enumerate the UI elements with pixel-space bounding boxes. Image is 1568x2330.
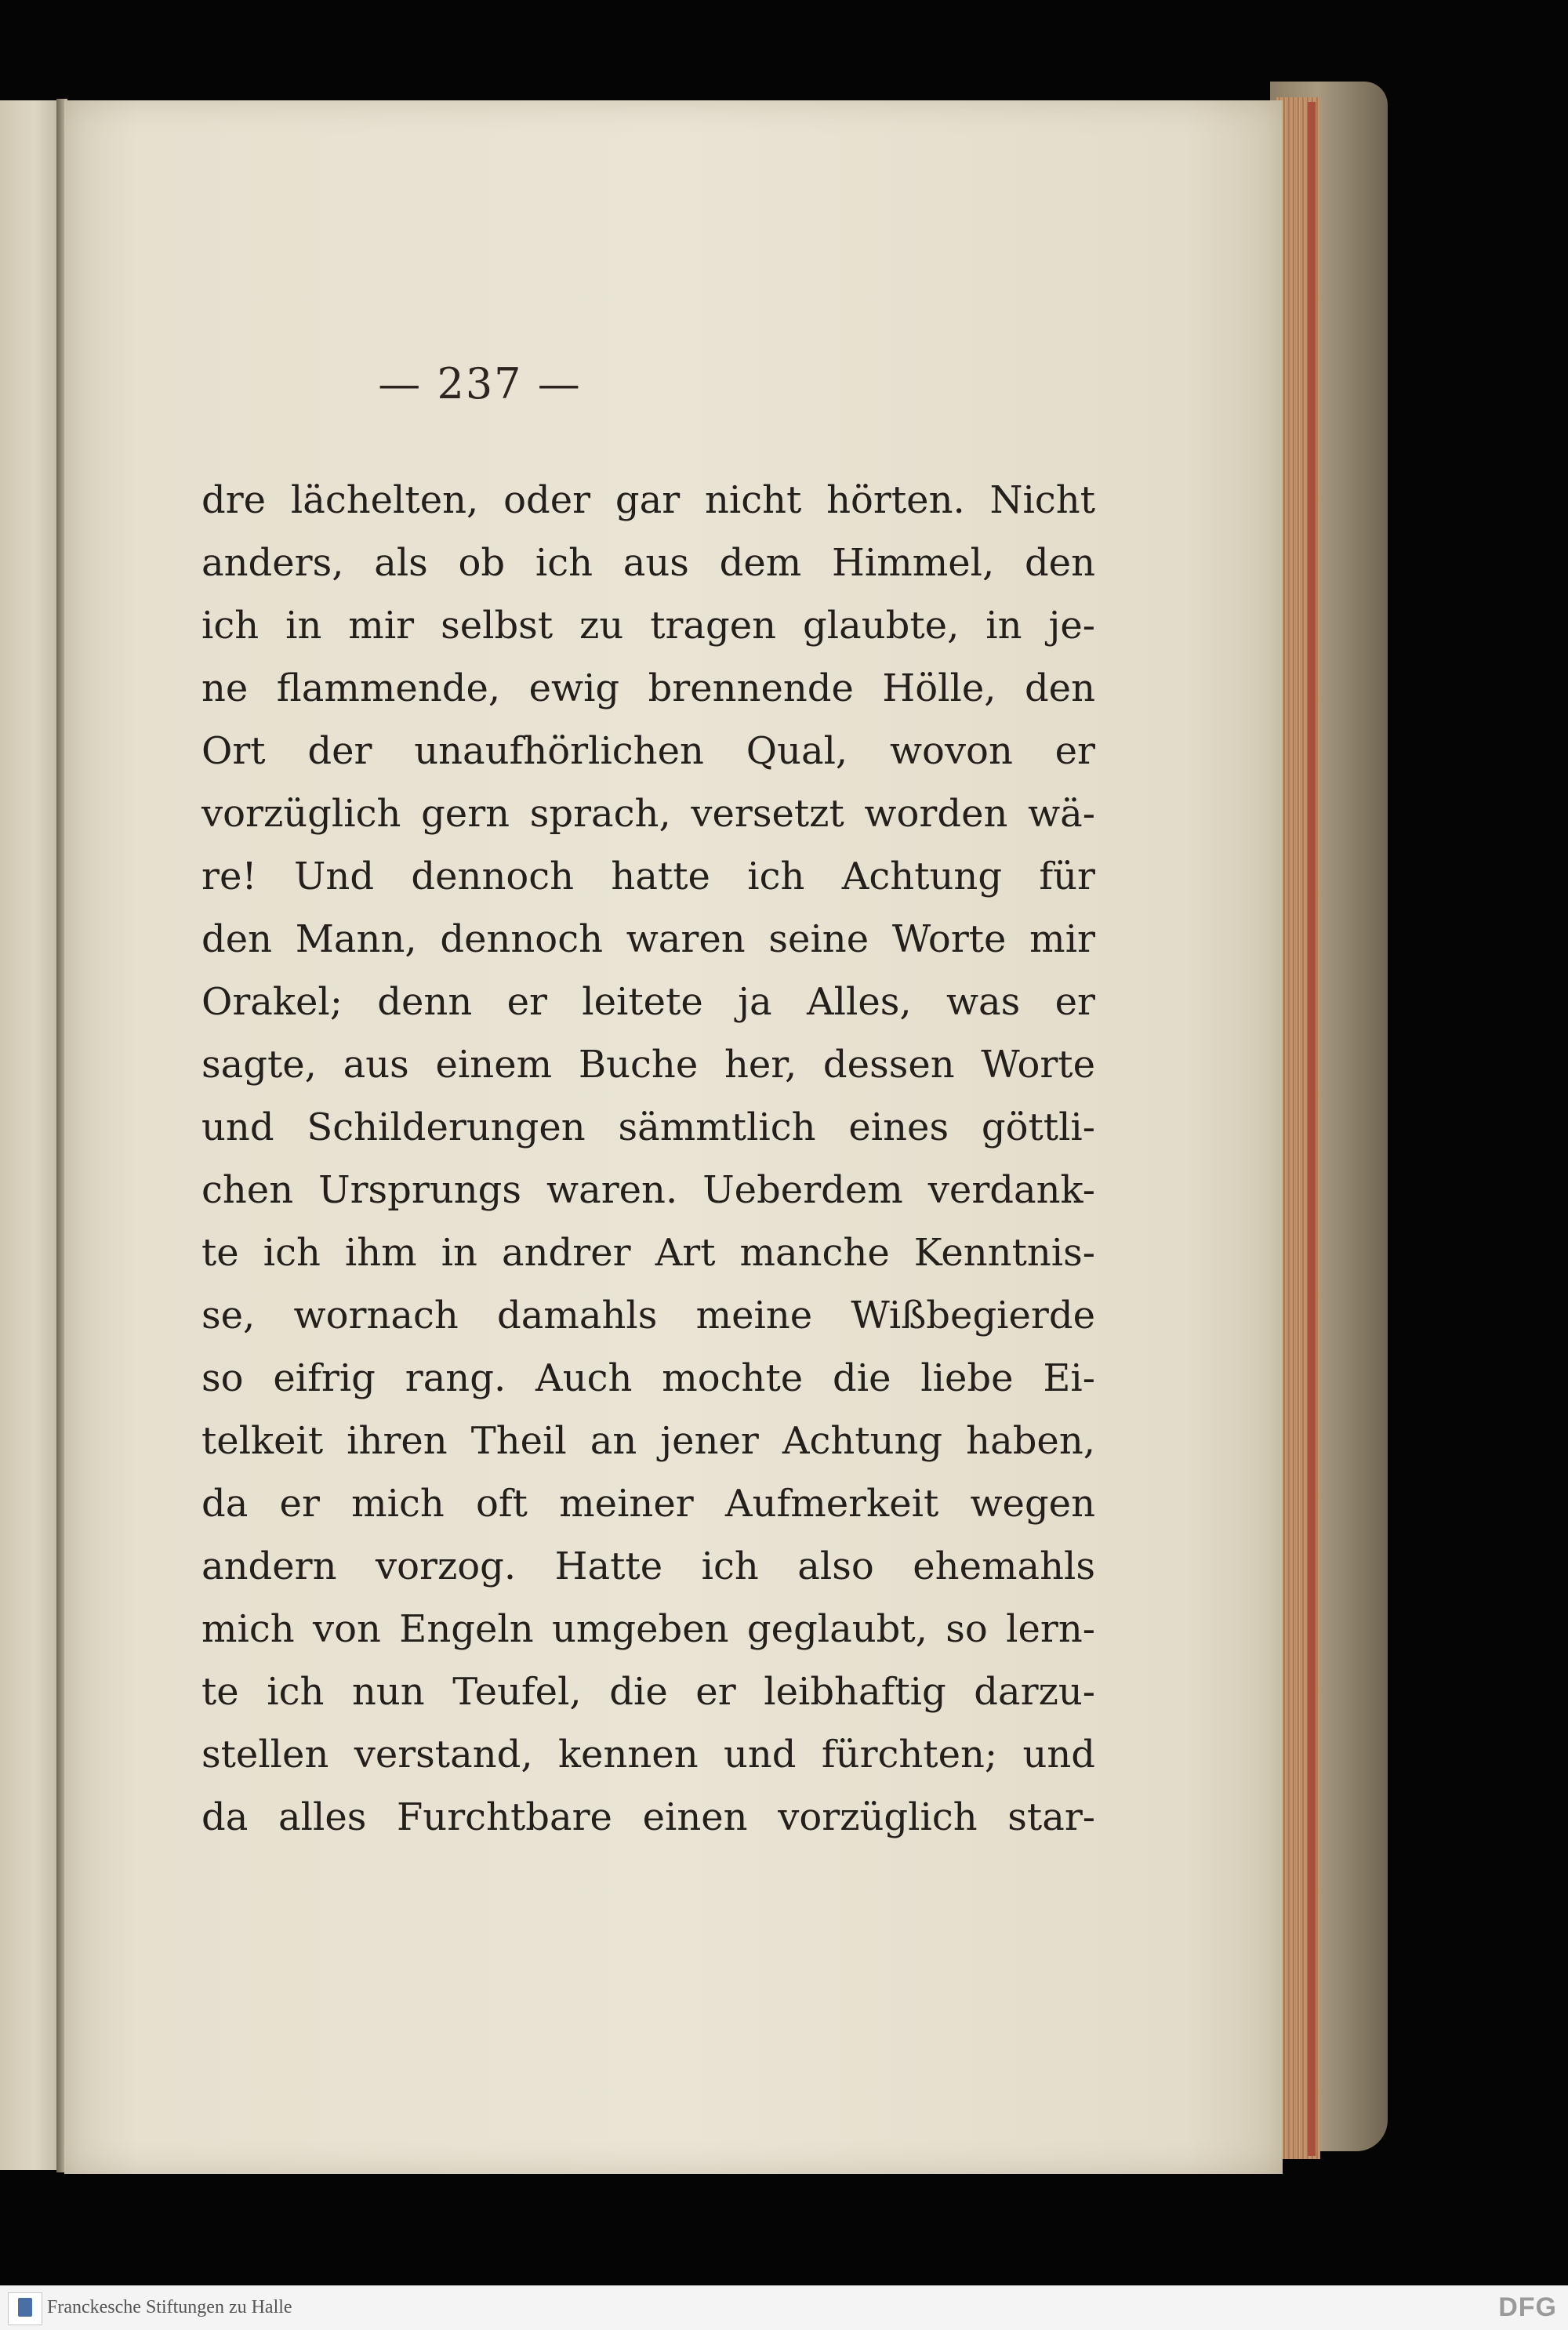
text-line: anders, als ob ich aus dem Himmel, den	[201, 541, 1095, 585]
text-line: andern vorzog. Hatte ich also ehemahls	[201, 1544, 1095, 1588]
text-line: da alles Furchtbare einen vorzüglich star-	[201, 1795, 1095, 1839]
text-line: re! Und dennoch hatte ich Achtung für	[201, 855, 1095, 898]
text-line: chen Ursprungs waren. Ueberdem verdank-	[201, 1168, 1095, 1212]
text-line: ich in mir selbst zu tragen glaubte, in je-	[201, 604, 1095, 648]
text-line: sagte, aus einem Buche her, dessen Worte	[201, 1043, 1095, 1087]
page-text	[201, 469, 1095, 1849]
footer-bar	[0, 2285, 1568, 2330]
footer-credit: Franckesche Stiftungen zu Halle	[47, 2297, 292, 2317]
text-line: Ort der unaufhörlichen Qual, wovon er	[201, 729, 1095, 773]
text-line: ne flammende, ewig brennende Hölle, den	[201, 666, 1095, 710]
institution-logo-icon	[8, 2292, 42, 2325]
text-line: te ich nun Teufel, die er leibhaftig darzu-	[201, 1670, 1095, 1714]
text-line: te ich ihm in andrer Art manche Kenntnis-	[201, 1231, 1095, 1275]
text-line: den Mann, dennoch waren seine Worte mir	[201, 917, 1095, 961]
left-page	[0, 100, 63, 2170]
text-line: so eifrig rang. Auch mochte die liebe Ei-	[201, 1356, 1095, 1400]
text-line: stellen verstand, kennen und fürchten; und	[201, 1733, 1095, 1777]
text-line: dre lächelten, oder gar nicht hörten. Nicht	[201, 478, 1095, 522]
text-line: se, wornach damahls meine Wißbegierde	[201, 1294, 1095, 1337]
dfg-badge: DFG	[1498, 2292, 1557, 2322]
book-page	[64, 100, 1283, 2174]
text-line: da er mich oft meiner Aufmerkeit wegen	[201, 1482, 1095, 1526]
page-number: — 237 —	[378, 359, 582, 408]
red-page-edge	[1308, 102, 1316, 2156]
text-line: vorzüglich gern sprach, versetzt worden wä-	[201, 792, 1095, 836]
text-line: Orakel; denn er leitete ja Alles, was er	[201, 980, 1095, 1024]
text-line: und Schilderungen sämmtlich eines göttli-	[201, 1105, 1095, 1149]
text-line: telkeit ihren Theil an jener Achtung haben,	[201, 1419, 1095, 1463]
text-line: mich von Engeln umgeben geglaubt, so lern-	[201, 1607, 1095, 1651]
